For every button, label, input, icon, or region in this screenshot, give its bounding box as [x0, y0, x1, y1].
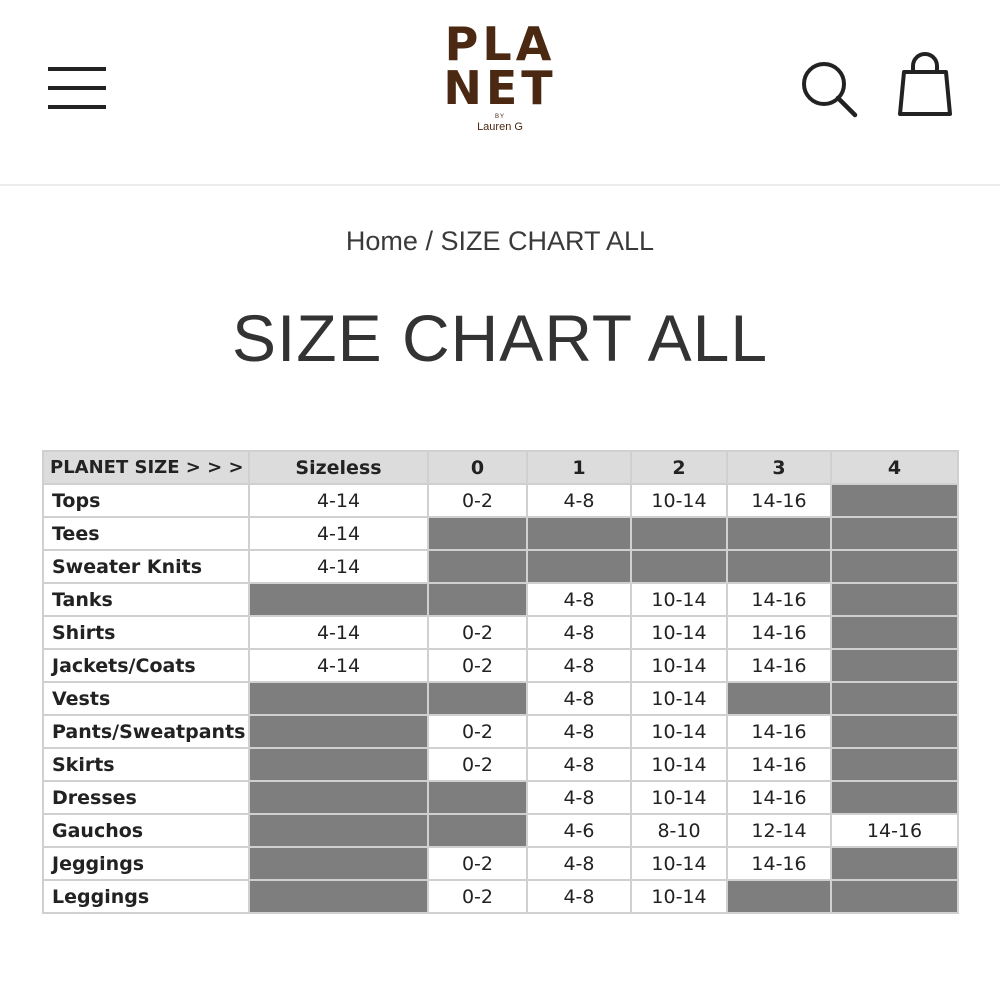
- size-range-cell: 4-8: [527, 748, 631, 781]
- size-range-cell: 14-16: [831, 814, 958, 847]
- row-label: Shirts: [43, 616, 249, 649]
- unavailable-cell: [831, 880, 958, 913]
- column-header-planet-size: PLANET SIZE > > >: [43, 451, 249, 484]
- logo-by: BY: [494, 114, 505, 120]
- brand-logo[interactable]: [432, 17, 568, 152]
- column-header-size: Sizeless: [249, 451, 428, 484]
- size-range-cell: 4-8: [527, 616, 631, 649]
- size-range-cell: 10-14: [631, 583, 727, 616]
- size-range-cell: 4-14: [249, 616, 428, 649]
- row-label: Tops: [43, 484, 249, 517]
- breadcrumb: [0, 226, 1000, 257]
- table-row: [43, 550, 958, 583]
- size-range-cell: 14-16: [727, 616, 831, 649]
- unavailable-cell: [428, 814, 527, 847]
- unavailable-cell: [831, 616, 958, 649]
- table-row: [43, 583, 958, 616]
- size-range-cell: 8-10: [631, 814, 727, 847]
- unavailable-cell: [527, 517, 631, 550]
- unavailable-cell: [249, 682, 428, 715]
- unavailable-cell: [631, 550, 727, 583]
- row-label: Sweater Knits: [43, 550, 249, 583]
- size-range-cell: 4-8: [527, 484, 631, 517]
- unavailable-cell: [249, 847, 428, 880]
- column-header-size: 1: [527, 451, 631, 484]
- unavailable-cell: [249, 748, 428, 781]
- size-range-cell: 0-2: [428, 880, 527, 913]
- table-row: [43, 748, 958, 781]
- size-range-cell: 4-8: [527, 649, 631, 682]
- size-range-cell: 0-2: [428, 847, 527, 880]
- size-range-cell: 10-14: [631, 715, 727, 748]
- table-row: [43, 814, 958, 847]
- breadcrumb-current: SIZE CHART ALL: [440, 226, 655, 256]
- unavailable-cell: [831, 484, 958, 517]
- row-label: Leggings: [43, 880, 249, 913]
- unavailable-cell: [249, 583, 428, 616]
- table-row: [43, 781, 958, 814]
- size-chart-header-row: [43, 451, 958, 484]
- size-range-cell: 14-16: [727, 715, 831, 748]
- size-range-cell: 4-8: [527, 682, 631, 715]
- size-range-cell: 4-8: [527, 715, 631, 748]
- shopping-bag-icon[interactable]: [895, 52, 955, 118]
- size-range-cell: 4-8: [527, 847, 631, 880]
- size-range-cell: 14-16: [727, 781, 831, 814]
- size-range-cell: 10-14: [631, 781, 727, 814]
- size-range-cell: 10-14: [631, 847, 727, 880]
- row-label: Skirts: [43, 748, 249, 781]
- size-range-cell: 10-14: [631, 880, 727, 913]
- size-range-cell: 0-2: [428, 748, 527, 781]
- unavailable-cell: [727, 682, 831, 715]
- row-label: Gauchos: [43, 814, 249, 847]
- unavailable-cell: [249, 781, 428, 814]
- size-range-cell: 4-14: [249, 517, 428, 550]
- unavailable-cell: [249, 715, 428, 748]
- size-range-cell: 10-14: [631, 484, 727, 517]
- site-header: [0, 0, 1000, 186]
- search-icon[interactable]: [798, 58, 860, 120]
- size-range-cell: 10-14: [631, 748, 727, 781]
- table-row: [43, 484, 958, 517]
- unavailable-cell: [249, 814, 428, 847]
- unavailable-cell: [831, 550, 958, 583]
- size-range-cell: 0-2: [428, 715, 527, 748]
- size-range-cell: 14-16: [727, 484, 831, 517]
- row-label: Tees: [43, 517, 249, 550]
- unavailable-cell: [428, 682, 527, 715]
- table-row: [43, 616, 958, 649]
- page-title: SIZE CHART ALL: [231, 301, 769, 375]
- unavailable-cell: [727, 880, 831, 913]
- logo-line-1: PLA: [444, 17, 556, 71]
- size-range-cell: 4-8: [527, 781, 631, 814]
- unavailable-cell: [727, 550, 831, 583]
- size-range-cell: 4-14: [249, 550, 428, 583]
- table-row: [43, 880, 958, 913]
- size-range-cell: 4-8: [527, 880, 631, 913]
- size-range-cell: 4-8: [527, 583, 631, 616]
- table-row: [43, 847, 958, 880]
- table-row: [43, 649, 958, 682]
- size-range-cell: 14-16: [727, 649, 831, 682]
- size-range-cell: 0-2: [428, 649, 527, 682]
- hamburger-menu-icon[interactable]: [48, 64, 106, 112]
- unavailable-cell: [831, 682, 958, 715]
- unavailable-cell: [831, 517, 958, 550]
- size-range-cell: 14-16: [727, 748, 831, 781]
- row-label: Jackets/Coats: [43, 649, 249, 682]
- size-range-cell: 4-14: [249, 649, 428, 682]
- size-range-cell: 4-6: [527, 814, 631, 847]
- row-label: Dresses: [43, 781, 249, 814]
- size-chart-body: [43, 484, 958, 913]
- unavailable-cell: [831, 583, 958, 616]
- table-row: [43, 682, 958, 715]
- row-label: Pants/Sweatpants: [43, 715, 249, 748]
- unavailable-cell: [428, 781, 527, 814]
- table-row: [43, 715, 958, 748]
- unavailable-cell: [249, 880, 428, 913]
- row-label: Tanks: [43, 583, 249, 616]
- unavailable-cell: [831, 781, 958, 814]
- size-range-cell: 10-14: [631, 682, 727, 715]
- row-label: Vests: [43, 682, 249, 715]
- size-range-cell: 10-14: [631, 616, 727, 649]
- logo-line-2: NET: [443, 61, 557, 115]
- breadcrumb-home-link[interactable]: Home: [345, 226, 418, 256]
- size-range-cell: 0-2: [428, 616, 527, 649]
- column-header-size: 3: [727, 451, 831, 484]
- unavailable-cell: [727, 517, 831, 550]
- unavailable-cell: [831, 649, 958, 682]
- unavailable-cell: [428, 517, 527, 550]
- size-chart-table: [42, 450, 959, 914]
- column-header-size: 0: [428, 451, 527, 484]
- table-row: [43, 517, 958, 550]
- size-range-cell: 0-2: [428, 484, 527, 517]
- column-header-size: 4: [831, 451, 958, 484]
- size-range-cell: 10-14: [631, 649, 727, 682]
- breadcrumb-separator: /: [425, 226, 433, 256]
- size-range-cell: 4-14: [249, 484, 428, 517]
- size-range-cell: 14-16: [727, 583, 831, 616]
- unavailable-cell: [527, 550, 631, 583]
- row-label: Jeggings: [43, 847, 249, 880]
- logo-subtitle: Lauren G: [477, 121, 523, 133]
- unavailable-cell: [831, 847, 958, 880]
- unavailable-cell: [831, 715, 958, 748]
- unavailable-cell: [428, 583, 527, 616]
- unavailable-cell: [631, 517, 727, 550]
- unavailable-cell: [831, 748, 958, 781]
- size-range-cell: 14-16: [727, 847, 831, 880]
- unavailable-cell: [428, 550, 527, 583]
- column-header-size: 2: [631, 451, 727, 484]
- size-range-cell: 12-14: [727, 814, 831, 847]
